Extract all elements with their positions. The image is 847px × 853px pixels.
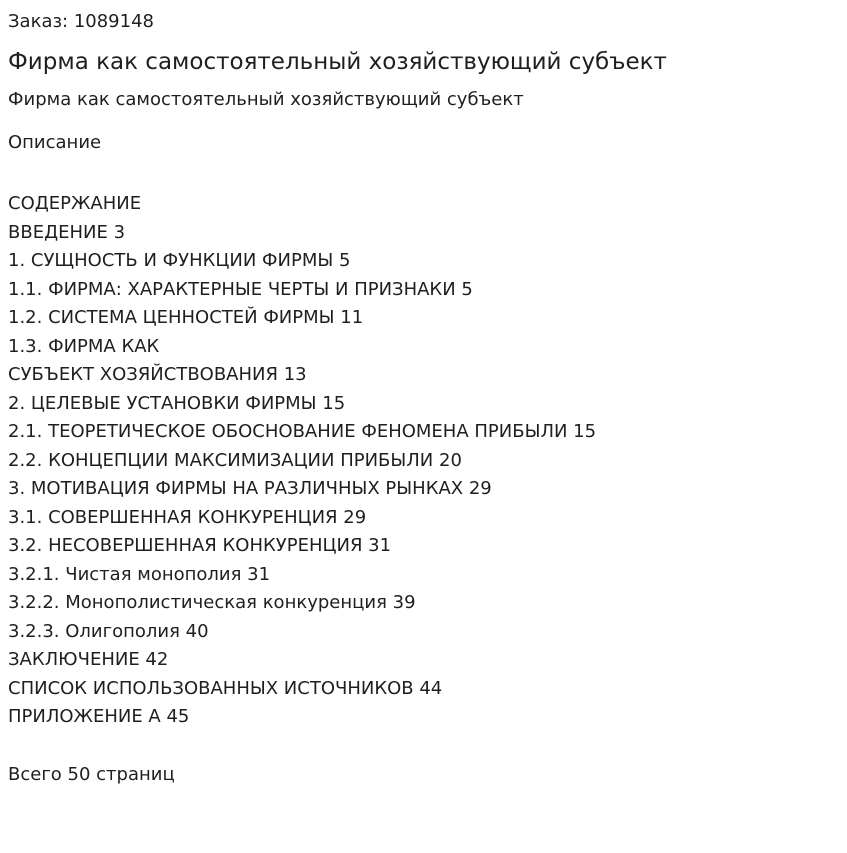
toc-line: 3. МОТИВАЦИЯ ФИРМЫ НА РАЗЛИЧНЫХ РЫНКАХ 29 <box>8 478 492 499</box>
toc-line: 3.1. СОВЕРШЕННАЯ КОНКУРЕНЦИЯ 29 <box>8 506 367 528</box>
toc-line: СОДЕРЖАНИЕ <box>8 193 142 214</box>
toc-line: 1.1. ФИРМА: ХАРАКТЕРНЫЕ ЧЕРТЫ И ПРИЗНАКИ 5 <box>8 278 473 300</box>
description-label: Описание <box>8 132 102 153</box>
toc-line: 1.2. СИСТЕМА ЦЕННОСТЕЙ ФИРМЫ 11 <box>8 307 364 328</box>
page-title: Фирма как самостоятельный хозяйствующий субъект <box>8 49 667 75</box>
toc-line: 3.2.2. Монополистическая конкуренция 39 <box>8 592 416 613</box>
toc-line: 3.2.1. Чистая монополия 31 <box>8 563 271 585</box>
toc-line: ПРИЛОЖЕНИЕ А 45 <box>8 706 190 727</box>
toc-line: ВВЕДЕНИЕ 3 <box>8 221 126 243</box>
toc-line: 3.2.3. Олигополия 40 <box>8 620 209 642</box>
order-number: Заказ: 1089148 <box>8 11 154 32</box>
toc-line: 2.2. КОНЦЕПЦИИ МАКСИМИЗАЦИИ ПРИБЫЛИ 20 <box>8 449 462 471</box>
toc-line: 2. ЦЕЛЕВЫЕ УСТАНОВКИ ФИРМЫ 15 <box>8 392 346 414</box>
toc-line: 3.2. НЕСОВЕРШЕННАЯ КОНКУРЕНЦИЯ 31 <box>8 535 392 556</box>
toc-line: 1. СУЩНОСТЬ И ФУНКЦИИ ФИРМЫ 5 <box>8 250 351 271</box>
toc-line: СУБЪЕКТ ХОЗЯЙСТВОВАНИЯ 13 <box>8 364 307 385</box>
total-pages: Всего 50 страниц <box>8 764 175 785</box>
toc-line: СПИСОК ИСПОЛЬЗОВАННЫХ ИСТОЧНИКОВ 44 <box>8 677 443 699</box>
toc-line: ЗАКЛЮЧЕНИЕ 42 <box>8 649 169 670</box>
page-subtitle: Фирма как самостоятельный хозяйствующий субъект <box>8 89 524 110</box>
table-of-contents <box>8 190 596 732</box>
toc-line: 1.3. ФИРМА КАК <box>8 335 160 357</box>
toc-line: 2.1. ТЕОРЕТИЧЕСКОЕ ОБОСНОВАНИЕ ФЕНОМЕНА ПРИБЫЛИ 15 <box>8 421 597 442</box>
